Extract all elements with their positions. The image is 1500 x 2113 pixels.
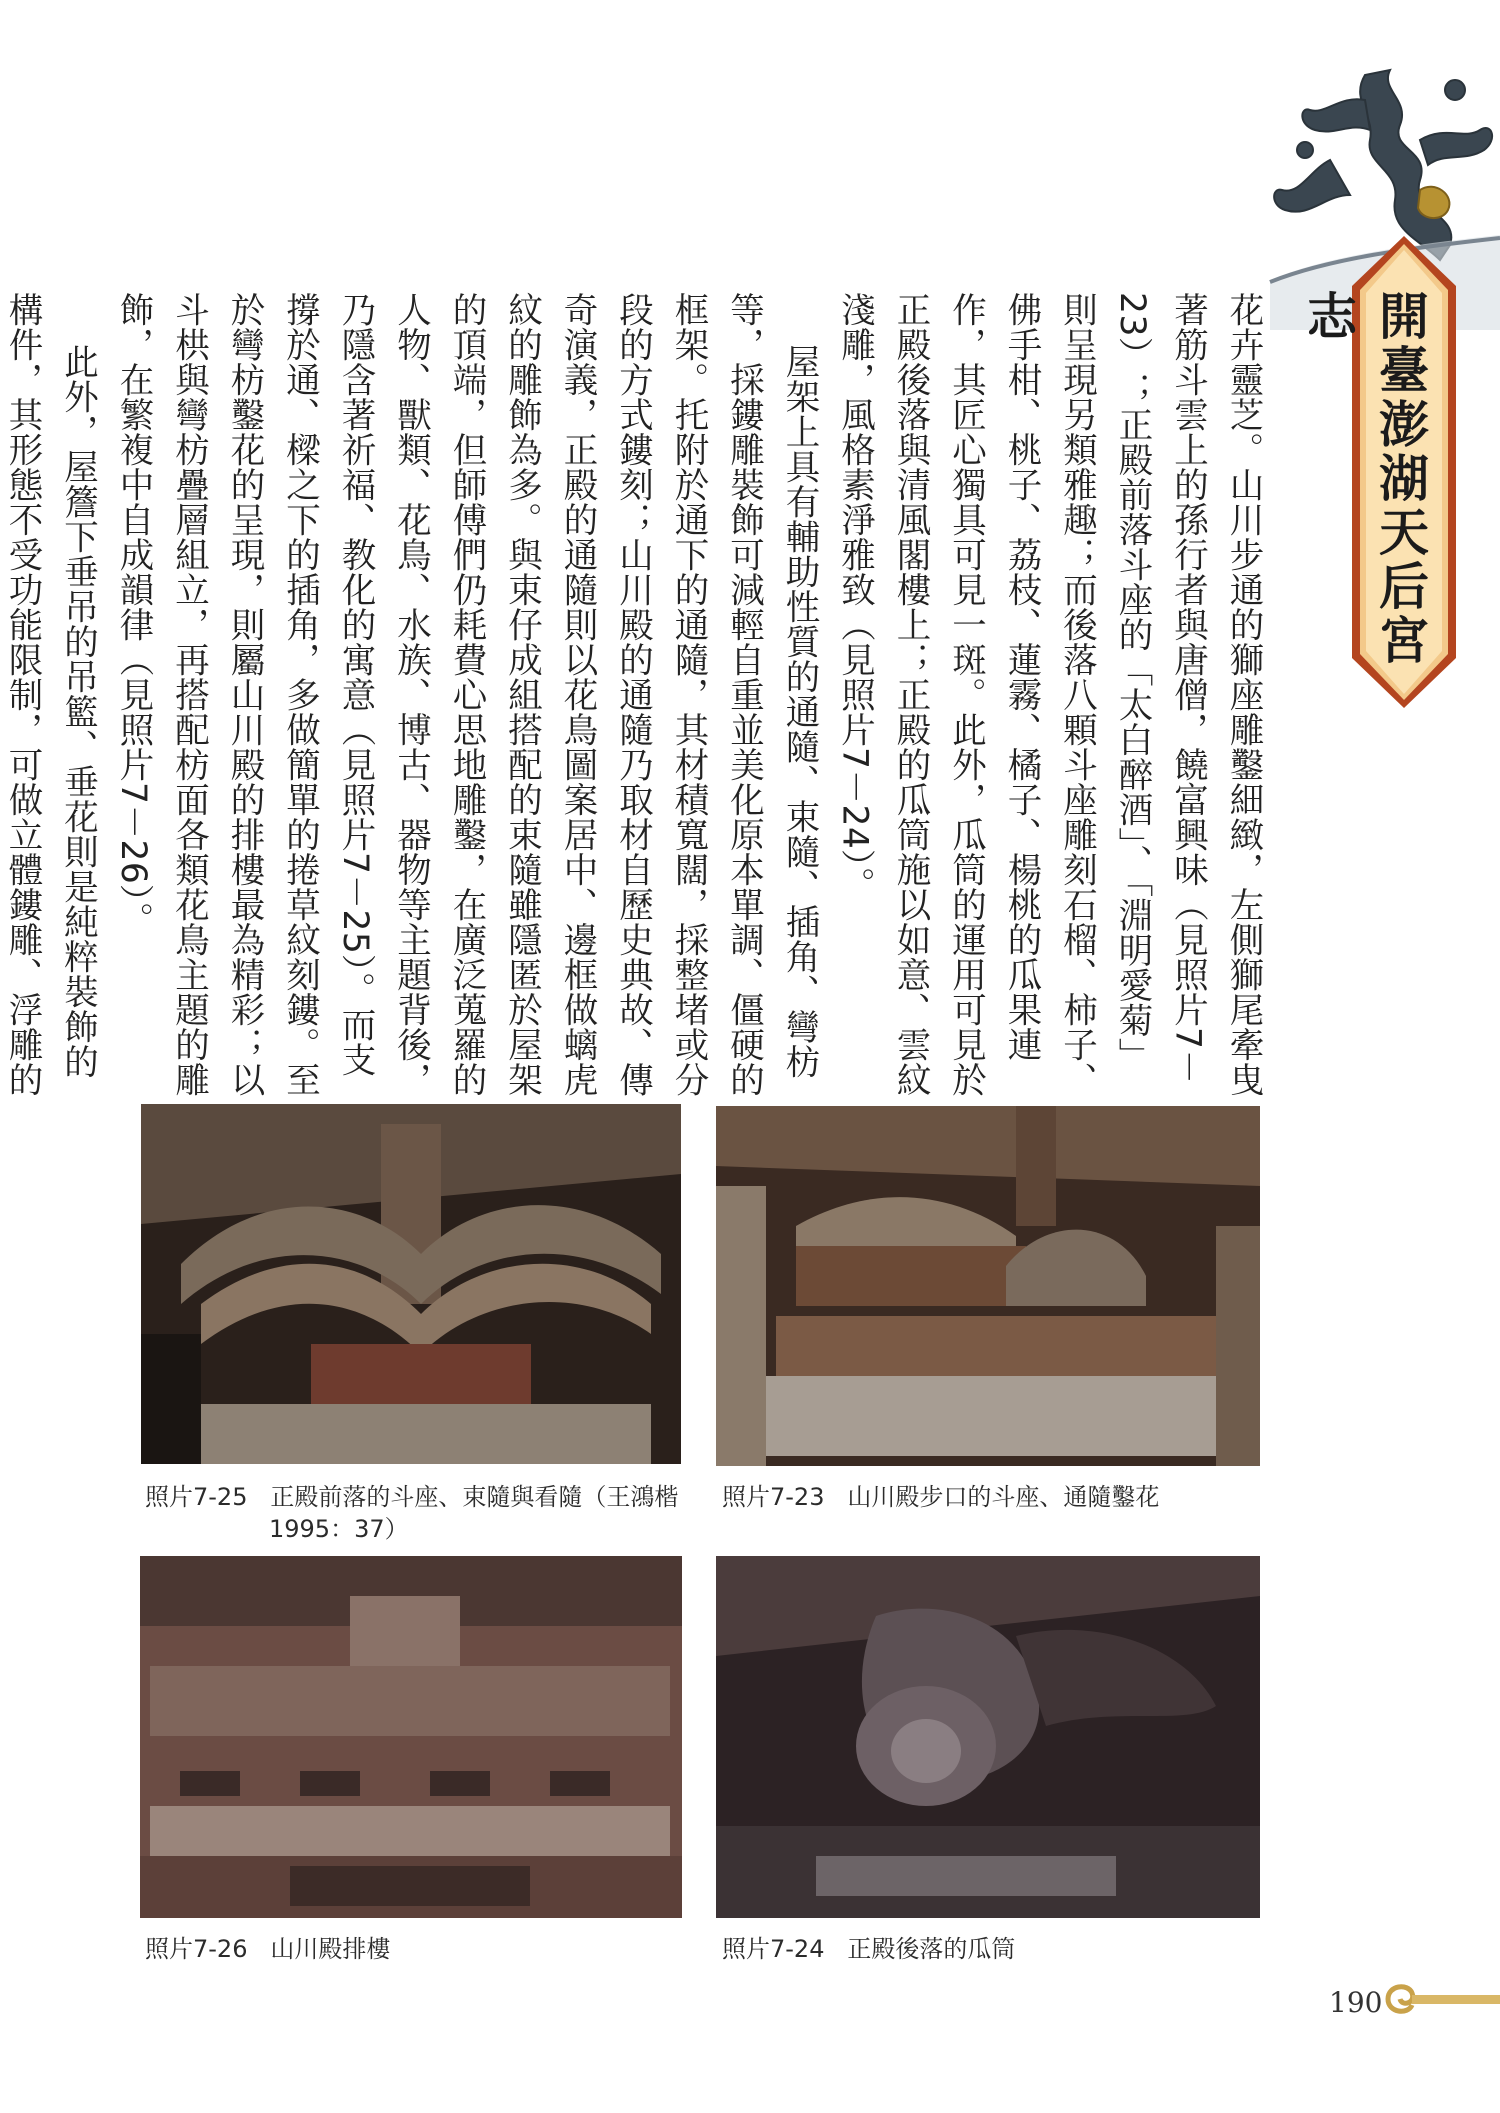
caption-text-2: 1995：37） xyxy=(269,1515,409,1543)
paragraph-3: 此外，屋簷下垂吊的吊籃、垂花則是純粹裝飾的構件，其形態不受功能限制，可做立體鏤雕、浮雕的 xyxy=(2,292,98,1097)
caption-text: 山川殿步口的斗座、通隨鑿花 xyxy=(847,1483,1160,1511)
caption-number: 照片7-24 xyxy=(722,1935,825,1963)
photo-7-24 xyxy=(716,1556,1260,1918)
cloud-scroll-ornament xyxy=(1374,1975,1500,2023)
caption-text: 正殿前落的斗座、束隨與看隨（王鴻楷 xyxy=(270,1483,679,1511)
body-text xyxy=(2,292,1270,1102)
photo-7-23 xyxy=(716,1106,1260,1466)
caption-number: 照片7-25 xyxy=(145,1483,248,1511)
caption-7-24 xyxy=(722,1933,1267,1965)
caption-text: 山川殿排樓 xyxy=(270,1935,391,1963)
publication-title: 開臺澎湖天后宮志 xyxy=(1299,290,1430,668)
caption-number: 照片7-23 xyxy=(722,1483,825,1511)
caption-text: 正殿後落的瓜筒 xyxy=(847,1935,1016,1963)
paragraph-2: 屋架上具有輔助性質的通隨、束隨、插角、彎枋等，採鏤雕裝飾可減輕自重並美化原本單調、僵硬的框架。托附於通下的通隨，其材積寬闊，採整堵或分段的方式鏤刻；山川殿的通隨乃取材自歷史典故、傳奇演義，正殿的通隨則以花鳥圖案居中、邊框做螭虎紋的雕飾為多。與束仔成組搭配的束隨雖隱匿於屋架的頂端，但師傅們仍耗費心思地雕鑿，在廣泛蒐羅的人物、獸類、花鳥、水族、博古、器物等主題背後，乃隱含著祈福、教化的寓意（見照片7－25）。而支撐於通、樑之下的插角，多做簡單的捲草紋刻鏤。至於彎枋鑿花的呈現，則屬山川殿的排樓最為精彩；以斗栱與彎枋疊層組立，再搭配枋面各類花鳥主題的雕飾，在繁複中自成韻律（見照片7－26）。 xyxy=(113,292,819,1097)
caption-7-26 xyxy=(145,1933,690,1965)
photo-7-26 xyxy=(140,1556,682,1918)
photo-7-25 xyxy=(141,1104,681,1464)
paragraph-1: 花卉靈芝。山川步通的獅座雕鑿細緻，左側獅尾牽曳著筋斗雲上的孫行者與唐僧，饒富興味（見照片7－23）；正殿前落斗座的「太白醉酒」、「淵明愛菊」則呈現另類雅趣；而後落八顆斗座雕刻石榴、柿子、佛手柑、桃子、荔枝、蓮霧、橘子、楊桃的瓜果連作，其匠心獨具可見一斑。此外，瓜筒的運用可見於正殿後落與清風閣樓上；正殿的瓜筒施以如意、雲紋淺雕，風格素淨雅致（見照片7－24）。 xyxy=(834,292,1263,1097)
caption-7-25 xyxy=(145,1481,690,1545)
caption-number: 照片7-26 xyxy=(145,1935,248,1963)
page-number: 190 xyxy=(1329,1986,1383,2019)
caption-7-23 xyxy=(722,1481,1267,1513)
